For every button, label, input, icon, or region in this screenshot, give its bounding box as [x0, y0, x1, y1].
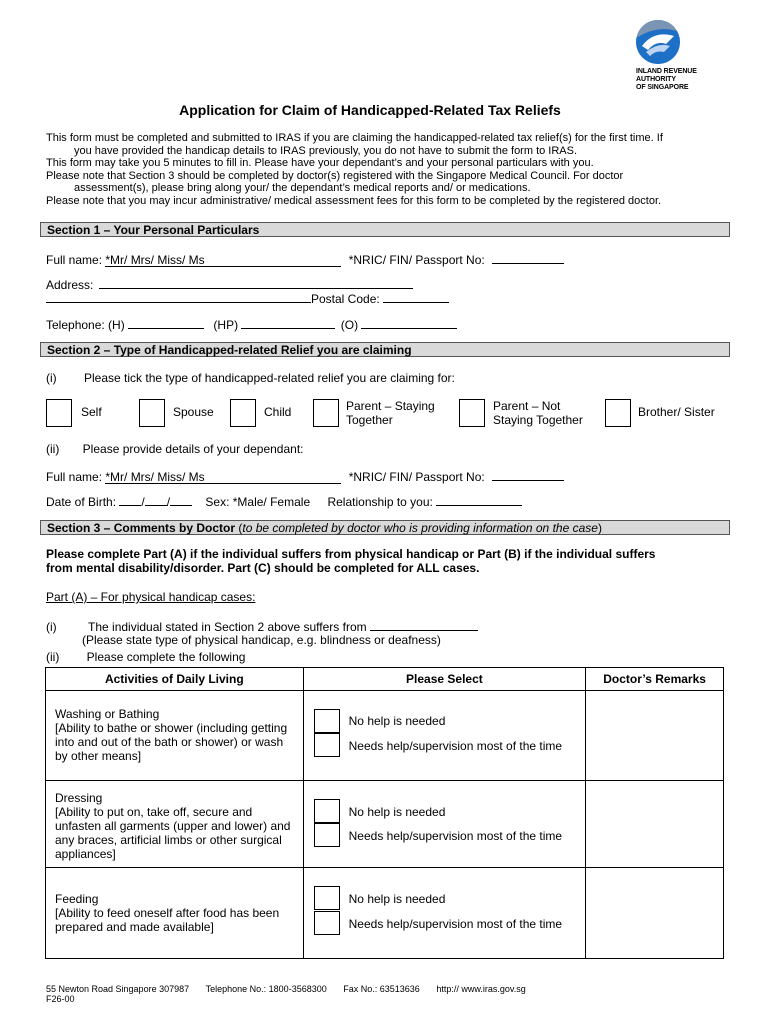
fullname-label: Full name: [46, 253, 106, 267]
option-label: Needs help/supervision most of the time [348, 739, 563, 753]
checkbox-washing-needs-help[interactable] [314, 733, 340, 757]
activity-desc: [Ability to feed oneself after food has been prepared and made available] [55, 906, 280, 934]
title-prefix: *Mr/ Mrs/ Miss/ Ms [105, 253, 205, 267]
s2-q2 [46, 442, 304, 456]
footer [46, 984, 526, 1004]
fullname-label: Full name: [46, 470, 106, 484]
checkbox-brother-sister[interactable] [605, 399, 631, 427]
option-label: No help is needed [348, 892, 446, 906]
tel-office-label: (O) [340, 318, 359, 332]
activity-name: Washing or Bathing [55, 707, 160, 721]
tel-home-label: Telephone: (H) [46, 318, 125, 332]
q-text: The individual stated in Section 2 above suffers from [88, 620, 367, 634]
dob-separator: / [166, 495, 171, 509]
logo-text [636, 68, 726, 92]
option-label-line: Parent – Not [493, 399, 561, 413]
column-header: Please Select [303, 668, 586, 691]
dob-day-field[interactable] [119, 492, 141, 506]
section3-header [40, 520, 730, 535]
activity-desc: [Ability to bathe or shower (including getting into and out of the bath or shower) or wash by other means] [55, 721, 288, 763]
footer-address: 55 Newton Road Singapore 307987 [46, 984, 190, 994]
checkbox-parent-staying-together[interactable] [313, 399, 339, 427]
part-a-q1 [46, 617, 478, 647]
intro-line: Please note that you may incur administrative/ medical assessment fees for this form to be completed by the registered doctor. [46, 194, 662, 207]
intro-line: Please note that Section 3 should be completed by doctor(s) registered with the Singapore Medical Council. For doctor [46, 169, 624, 182]
option-label [493, 399, 583, 427]
tel-hp-label: (HP) [213, 318, 239, 332]
s1-nric-field[interactable] [492, 250, 564, 264]
sex-label: Sex: *Male/ Female [205, 495, 311, 509]
select-cell [303, 691, 586, 781]
intro-line: This form may take you 5 minutes to fill in. Please have your dependant’s and your personal particulars with you. [46, 157, 594, 169]
checkbox-dressing-no-help[interactable] [314, 799, 340, 823]
s1-telephone-row [46, 315, 457, 332]
intro-line: This form must be completed and submitted to IRAS if you are claiming the handicapped-related tax relief(s) for the first time. If [46, 132, 663, 144]
table-row [46, 691, 724, 781]
q-number: (i) [46, 371, 57, 385]
s1-fullname-field[interactable] [105, 253, 341, 267]
s1-fullname-row [46, 250, 564, 267]
activity-cell [46, 868, 304, 959]
s1-address-field-2[interactable] [46, 289, 311, 303]
checkbox-child[interactable] [230, 399, 256, 427]
table-row [46, 781, 724, 868]
s3-instructions [46, 547, 655, 575]
s1-tel-hp-field[interactable] [241, 315, 335, 329]
option-label: Child [264, 405, 292, 419]
iras-logo [636, 20, 726, 92]
section3-header-bold: Section 3 – Comments by Doctor [47, 521, 236, 535]
option-label-line: Parent – Staying [346, 399, 435, 413]
s1-address-field[interactable] [99, 275, 413, 289]
checkbox-self[interactable] [46, 399, 72, 427]
nric-label: *NRIC/ FIN/ Passport No: [348, 253, 485, 267]
intro-line: assessment(s), please bring along your/ the dependant’s medical reports and/ or medications. [74, 182, 531, 194]
option-label: Brother/ Sister [638, 405, 715, 419]
option-label [346, 399, 435, 427]
option-label: Needs help/supervision most of the time [348, 917, 563, 931]
activity-name: Feeding [55, 892, 99, 906]
instruction-line: Please complete Part (A) if the individual suffers from physical handicap or Part (B) if the individual suffers [46, 547, 656, 561]
option-label-line: Together [346, 413, 393, 427]
title-prefix: *Mr/ Mrs/ Miss/ Ms [105, 470, 205, 484]
remarks-dressing[interactable] [586, 781, 724, 868]
adl-table [45, 667, 724, 959]
form-code: F26-00 [46, 994, 75, 1004]
column-header: Doctor’s Remarks [586, 668, 724, 691]
s2-nric-field[interactable] [492, 467, 564, 481]
s1-postal-field[interactable] [383, 289, 449, 303]
nric-label: *NRIC/ FIN/ Passport No: [348, 470, 485, 484]
select-cell [303, 868, 586, 959]
checkbox-feeding-needs-help[interactable] [314, 911, 340, 935]
section3-paren: ) [597, 521, 602, 535]
table-row [46, 868, 724, 959]
form-title: Application for Claim of Handicapped-Related Tax Reliefs [179, 102, 561, 118]
s1-tel-home-field[interactable] [128, 315, 204, 329]
activity-desc: [Ability to put on, take off, secure and unfasten all garments (upper and lower) and any braces, artificial limbs or other surgical appliances] [55, 805, 291, 861]
dob-separator: / [141, 495, 145, 509]
s1-tel-office-field[interactable] [361, 315, 457, 329]
q-text: Please provide details of your dependant: [82, 442, 304, 456]
option-label: Self [81, 405, 102, 419]
s1-address-row2 [46, 289, 449, 306]
instruction-line: from mental disability/disorder. Part (C) should be completed for ALL cases. [46, 561, 480, 575]
checkbox-parent-not-staying-together[interactable] [459, 399, 485, 427]
s2-fullname-row [46, 467, 564, 484]
footer-telephone: Telephone No.: 1800-3568300 [205, 984, 327, 994]
logo-line: AUTHORITY [636, 76, 676, 83]
footer-website: http:// www.iras.gov.sg [436, 984, 526, 994]
logo-line: OF SINGAPORE [636, 84, 689, 91]
q-note: (Please state type of physical handicap, e.g. blindness or deafness) [82, 633, 441, 647]
option-label: Needs help/supervision most of the time [348, 829, 563, 843]
remarks-feeding[interactable] [586, 868, 724, 959]
logo-line: INLAND REVENUE [636, 68, 697, 75]
checkbox-washing-no-help[interactable] [314, 709, 340, 733]
postal-label: Postal Code: [311, 292, 380, 306]
dob-year-field[interactable] [170, 492, 192, 506]
checkbox-spouse[interactable] [139, 399, 165, 427]
select-cell [303, 781, 586, 868]
s2-q1 [46, 371, 455, 385]
option-label-line: Staying Together [493, 413, 583, 427]
q-text: Please tick the type of handicapped-related relief you are claiming for: [84, 371, 455, 385]
activity-cell [46, 781, 304, 868]
dob-label: Date of Birth: [46, 495, 117, 509]
intro-line: you have provided the handicap details to IRAS previously, you do not have to submit the form to IRAS. [74, 144, 578, 157]
q-number: (ii) [46, 650, 60, 664]
section1-header: Section 1 – Your Personal Particulars [40, 222, 730, 237]
activity-cell [46, 691, 304, 781]
relationship-field[interactable] [436, 492, 522, 506]
s2-dob-row [46, 492, 522, 509]
section3-paren: ( [235, 521, 243, 535]
dob-month-field[interactable] [145, 492, 167, 506]
option-label: Spouse [173, 405, 214, 419]
q-number: (ii) [46, 442, 60, 456]
footer-fax: Fax No.: 63513636 [343, 984, 420, 994]
checkbox-feeding-no-help[interactable] [314, 886, 340, 910]
checkbox-dressing-needs-help[interactable] [314, 823, 340, 847]
remarks-washing[interactable] [586, 691, 724, 781]
column-header: Activities of Daily Living [46, 668, 304, 691]
address-label: Address: [46, 278, 94, 292]
q-text: Please complete the following [86, 650, 246, 664]
intro-text [46, 132, 726, 207]
q-number: (i) [46, 620, 57, 634]
option-label: No help is needed [348, 805, 446, 819]
relationship-label: Relationship to you: [327, 495, 433, 509]
part-a-q2 [46, 650, 245, 664]
section2-header: Section 2 – Type of Handicapped-related Relief you are claiming [40, 342, 730, 357]
section3-header-note: to be completed by doctor who is providing information on the case [242, 521, 598, 535]
activity-name: Dressing [55, 791, 103, 805]
table-header-row [46, 668, 724, 691]
option-label: No help is needed [348, 714, 446, 728]
s2-fullname-field[interactable] [105, 470, 341, 484]
physical-handicap-field[interactable] [370, 617, 478, 631]
part-a-heading: Part (A) – For physical handicap cases: [46, 590, 256, 604]
iras-emblem-icon [636, 20, 680, 64]
